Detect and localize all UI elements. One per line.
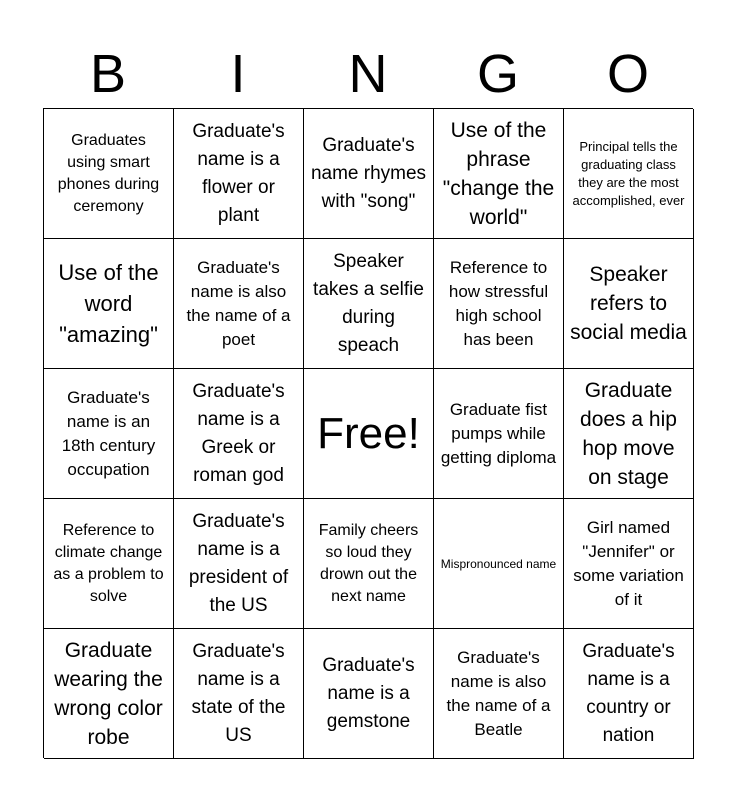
bingo-cell-r1c2[interactable] xyxy=(174,109,304,239)
cell-text: Use of the phrase "change the world" xyxy=(442,118,555,229)
bingo-cell-r2c2[interactable] xyxy=(174,239,304,369)
header-letter-o: O xyxy=(606,44,649,104)
bingo-cell-r5c5[interactable] xyxy=(564,629,694,759)
bingo-cell-r2c5[interactable] xyxy=(564,239,694,369)
cell-text: Graduate's name is a gemstone xyxy=(322,654,415,732)
bingo-card xyxy=(43,108,693,758)
bingo-cell-r4c1[interactable] xyxy=(44,499,174,629)
bingo-cell-r1c4[interactable] xyxy=(434,109,564,239)
cell-text: Graduate does a hip hop move on stage xyxy=(580,378,677,489)
bingo-cell-r5c4[interactable] xyxy=(434,629,564,759)
cell-text: Graduate's name is also the name of a poet xyxy=(186,257,291,349)
bingo-cell-r3c2[interactable] xyxy=(174,369,304,499)
cell-text: Graduate's name is also the name of a Beatle xyxy=(446,647,551,739)
bingo-cell-free[interactable] xyxy=(304,369,434,499)
bingo-cell-r4c4[interactable] xyxy=(434,499,564,629)
cell-text: Speaker takes a selfie during speach xyxy=(313,250,424,356)
bingo-cell-r2c3[interactable] xyxy=(304,239,434,369)
bingo-cell-r4c5[interactable] xyxy=(564,499,694,629)
bingo-cell-r5c3[interactable] xyxy=(304,629,434,759)
cell-text: Graduate wearing the wrong color robe xyxy=(54,638,163,749)
bingo-cell-r5c1[interactable] xyxy=(44,629,174,759)
bingo-cell-r4c3[interactable] xyxy=(304,499,434,629)
cell-text: Use of the word "amazing" xyxy=(58,260,159,347)
cell-text: Graduate's name is a country or nation xyxy=(582,640,675,746)
cell-text: Reference to climate change as a problem to solve xyxy=(53,521,164,605)
cell-text: Graduate's name is a flower or plant xyxy=(192,120,285,226)
bingo-cell-r3c4[interactable] xyxy=(434,369,564,499)
cell-text: Reference to how stressful high school has been xyxy=(448,257,549,349)
cell-text: Family cheers so loud they drown out the next name xyxy=(318,521,419,605)
cell-text: Graduate's name rhymes with "song" xyxy=(310,134,427,212)
bingo-cell-r1c3[interactable] xyxy=(304,109,434,239)
cell-text: Graduate's name is a state of the US xyxy=(191,640,286,746)
bingo-cell-r2c4[interactable] xyxy=(434,239,564,369)
cell-text: Graduate's name is an 18th century occupation xyxy=(61,387,156,479)
cell-text: Graduate's name is a president of the US xyxy=(188,510,289,616)
cell-text: Graduate fist pumps while getting diploma xyxy=(440,399,557,467)
bingo-cell-r2c1[interactable] xyxy=(44,239,174,369)
cell-text: Principal tells the graduating class they are the most accomplished, ever xyxy=(572,138,685,208)
bingo-cell-r1c1[interactable] xyxy=(44,109,174,239)
header-letter-n: N xyxy=(348,44,388,104)
bingo-cell-r1c5[interactable] xyxy=(564,109,694,239)
bingo-cell-r5c2[interactable] xyxy=(174,629,304,759)
header-letter-g: G xyxy=(476,44,519,104)
cell-text: Graduate's name is a Greek or roman god xyxy=(192,380,285,486)
cell-text: Mispronounced name xyxy=(440,556,557,571)
cell-text: Graduates using smart phones during ceremony xyxy=(57,131,160,215)
cell-text: Speaker refers to social media xyxy=(570,263,687,344)
bingo-cell-r3c1[interactable] xyxy=(44,369,174,499)
header-letter-b: B xyxy=(89,44,127,104)
bingo-cell-r4c2[interactable] xyxy=(174,499,304,629)
bingo-cell-r3c5[interactable] xyxy=(564,369,694,499)
header-letter-i: I xyxy=(230,44,246,104)
cell-text: Girl named "Jennifer" or some variation of it xyxy=(573,517,684,609)
free-space-text: Free! xyxy=(317,408,420,458)
bingo-header xyxy=(43,40,693,108)
